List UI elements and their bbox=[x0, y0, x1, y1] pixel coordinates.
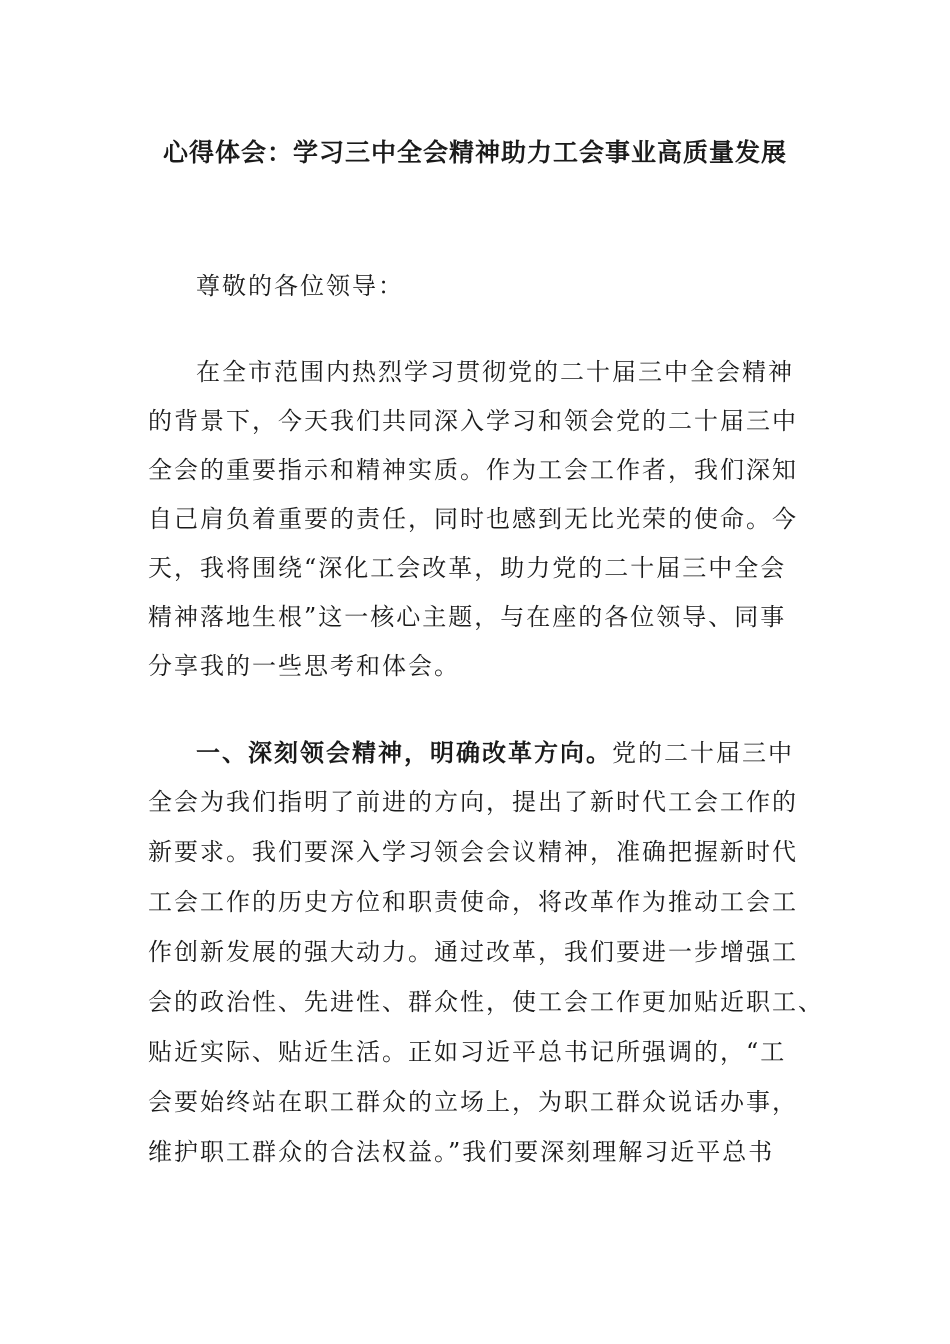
section-heading-rest: 党的二十届三中 bbox=[612, 739, 794, 767]
section-heading-line bbox=[196, 737, 794, 769]
paragraph-line: 会的政治性、先进性、群众性，使工会工作更加贴近职工、 bbox=[148, 988, 824, 1016]
paragraph-line: 天，我将围绕“深化工会改革，助力党的二十届三中全会 bbox=[148, 554, 787, 582]
paragraph-line: 自己肩负着重要的责任，同时也感到无比光荣的使命。今 bbox=[148, 505, 798, 533]
paragraph-line: 工会工作的历史方位和职责使命，将改革作为推动工会工 bbox=[148, 888, 798, 916]
paragraph-line: 维护职工群众的合法权益。”我们要深刻理解习近平总书 bbox=[148, 1138, 775, 1166]
paragraph-line: 分享我的一些思考和体会。 bbox=[148, 652, 460, 680]
paragraph-line: 在全市范围内热烈学习贯彻党的二十届三中全会精神 bbox=[196, 358, 794, 386]
paragraph-line: 会要始终站在职工群众的立场上，为职工群众说话办事， bbox=[148, 1088, 798, 1116]
paragraph-line: 新要求。我们要深入学习领会会议精神，准确把握新时代 bbox=[148, 838, 798, 866]
section-heading: 一、深刻领会精神，明确改革方向。 bbox=[196, 738, 612, 767]
paragraph-line: 作创新发展的强大动力。通过改革，我们要进一步增强工 bbox=[148, 938, 798, 966]
paragraph-line: 的背景下，今天我们共同深入学习和领会党的二十届三中 bbox=[148, 407, 798, 435]
paragraph-line: 精神落地生根”这一核心主题，与在座的各位领导、同事 bbox=[148, 603, 787, 631]
document-title: 心得体会：学习三中全会精神助力工会事业高质量发展 bbox=[162, 138, 787, 167]
paragraph-line: 全会的重要指示和精神实质。作为工会工作者，我们深知 bbox=[148, 456, 798, 484]
paragraph-line: 全会为我们指明了前进的方向，提出了新时代工会工作的 bbox=[148, 788, 798, 816]
salutation: 尊敬的各位领导： bbox=[196, 272, 404, 300]
paragraph-line: 贴近实际、贴近生活。正如习近平总书记所强调的，“工 bbox=[148, 1038, 787, 1066]
